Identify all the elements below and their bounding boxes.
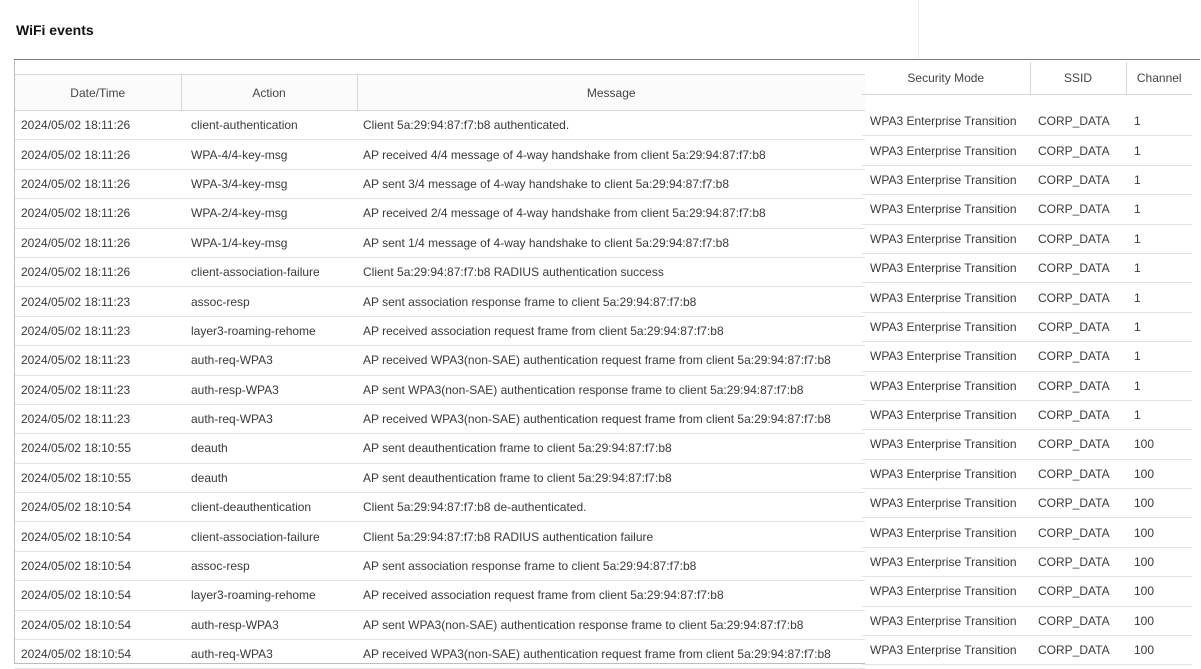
cell-security-mode: WPA3 Enterprise Transition [862,224,1030,253]
cell-action: auth-resp-WPA3 [181,610,357,639]
table-row[interactable] [862,577,1192,606]
column-header-ssid[interactable]: SSID [1030,62,1126,95]
cell-action: assoc-resp [181,551,357,580]
cell-ssid: CORP_DATA [1030,312,1126,341]
table-row[interactable] [15,199,865,228]
cell-message: AP sent deauthentication frame to client 5a:29:94:87:f7:b8 [357,463,865,492]
cell-ssid: CORP_DATA [1030,459,1126,488]
cell-channel: 1 [1126,195,1192,224]
cell-security-mode: WPA3 Enterprise Transition [862,606,1030,635]
cell-security-mode: WPA3 Enterprise Transition [862,107,1030,136]
cell-action: auth-req-WPA3 [181,346,357,375]
cell-message: AP received 2/4 message of 4-way handshake from client 5a:29:94:87:f7:b8 [357,199,865,228]
cell-message: AP sent association response frame to client 5a:29:94:87:f7:b8 [357,551,865,580]
cell-datetime: 2024/05/02 18:11:26 [15,111,181,140]
cell-message: Client 5a:29:94:87:f7:b8 authenticated. [357,111,865,140]
cell-message: AP sent 3/4 message of 4-way handshake to client 5a:29:94:87:f7:b8 [357,169,865,198]
events-panel [14,60,865,664]
events-header-row [15,75,865,111]
table-row[interactable] [862,636,1192,665]
table-row[interactable] [15,375,865,404]
column-header-action[interactable]: Action [181,75,357,111]
cell-security-mode: WPA3 Enterprise Transition [862,195,1030,224]
cell-action: deauth [181,463,357,492]
cell-message: AP received association request frame from client 5a:29:94:87:f7:b8 [357,581,865,610]
cell-action: auth-req-WPA3 [181,640,357,669]
cell-ssid: CORP_DATA [1030,606,1126,635]
cell-channel: 100 [1126,430,1192,459]
table-row[interactable] [15,493,865,522]
cell-ssid: CORP_DATA [1030,400,1126,429]
cell-ssid: CORP_DATA [1030,371,1126,400]
cell-channel: 100 [1126,577,1192,606]
security-header-row [862,62,1192,95]
table-row[interactable] [15,551,865,580]
cell-ssid: CORP_DATA [1030,283,1126,312]
cell-datetime: 2024/05/02 18:10:55 [15,434,181,463]
cell-ssid: CORP_DATA [1030,136,1126,165]
cell-message: Client 5a:29:94:87:f7:b8 de-authenticated. [357,493,865,522]
cell-channel: 1 [1126,400,1192,429]
table-row[interactable] [862,195,1192,224]
cell-datetime: 2024/05/02 18:10:54 [15,493,181,522]
cell-channel: 100 [1126,459,1192,488]
divider [918,0,919,58]
table-row[interactable] [862,253,1192,282]
cell-datetime: 2024/05/02 18:11:23 [15,404,181,433]
cell-security-mode: WPA3 Enterprise Transition [862,165,1030,194]
table-row[interactable] [15,257,865,286]
cell-security-mode: WPA3 Enterprise Transition [862,283,1030,312]
security-table [862,62,1192,665]
table-row[interactable] [862,430,1192,459]
cell-ssid: CORP_DATA [1030,342,1126,371]
cell-security-mode: WPA3 Enterprise Transition [862,430,1030,459]
cell-action: client-association-failure [181,522,357,551]
cell-ssid: CORP_DATA [1030,107,1126,136]
table-row[interactable] [15,169,865,198]
cell-datetime: 2024/05/02 18:10:54 [15,581,181,610]
cell-message: AP received WPA3(non-SAE) authentication request frame from client 5a:29:94:87:f7:b8 [357,640,865,669]
cell-datetime: 2024/05/02 18:11:23 [15,346,181,375]
cell-action: client-deauthentication [181,493,357,522]
table-row[interactable] [15,463,865,492]
cell-security-mode: WPA3 Enterprise Transition [862,518,1030,547]
cell-security-mode: WPA3 Enterprise Transition [862,342,1030,371]
cell-action: assoc-resp [181,287,357,316]
table-row[interactable] [15,640,865,669]
cell-security-mode: WPA3 Enterprise Transition [862,371,1030,400]
cell-message: Client 5a:29:94:87:f7:b8 RADIUS authentication success [357,257,865,286]
cell-action: layer3-roaming-rehome [181,581,357,610]
cell-channel: 1 [1126,107,1192,136]
table-row[interactable] [862,224,1192,253]
cell-security-mode: WPA3 Enterprise Transition [862,400,1030,429]
security-panel [862,62,1192,658]
table-row[interactable] [862,136,1192,165]
table-row[interactable] [862,107,1192,136]
cell-channel: 1 [1126,224,1192,253]
table-row[interactable] [15,228,865,257]
cell-message: AP sent 1/4 message of 4-way handshake to client 5a:29:94:87:f7:b8 [357,228,865,257]
table-row[interactable] [862,283,1192,312]
cell-ssid: CORP_DATA [1030,489,1126,518]
cell-security-mode: WPA3 Enterprise Transition [862,253,1030,282]
cell-action: deauth [181,434,357,463]
events-table [15,74,865,669]
table-row[interactable] [862,400,1192,429]
spacer [862,95,1192,108]
column-header-channel[interactable]: Channel [1126,62,1192,95]
cell-channel: 100 [1126,518,1192,547]
table-row[interactable] [15,140,865,169]
cell-action: client-authentication [181,111,357,140]
table-row[interactable] [862,312,1192,341]
cell-ssid: CORP_DATA [1030,224,1126,253]
cell-channel: 1 [1126,312,1192,341]
cell-message: AP sent WPA3(non-SAE) authentication response frame to client 5a:29:94:87:f7:b8 [357,610,865,639]
cell-security-mode: WPA3 Enterprise Transition [862,459,1030,488]
cell-datetime: 2024/05/02 18:11:23 [15,287,181,316]
cell-security-mode: WPA3 Enterprise Transition [862,489,1030,518]
cell-message: AP sent deauthentication frame to client 5a:29:94:87:f7:b8 [357,434,865,463]
table-row[interactable] [862,459,1192,488]
table-row[interactable] [862,518,1192,547]
cell-message: AP sent association response frame to client 5a:29:94:87:f7:b8 [357,287,865,316]
cell-datetime: 2024/05/02 18:11:26 [15,257,181,286]
cell-security-mode: WPA3 Enterprise Transition [862,636,1030,665]
table-row[interactable] [862,342,1192,371]
cell-datetime: 2024/05/02 18:10:54 [15,522,181,551]
cell-datetime: 2024/05/02 18:11:26 [15,140,181,169]
cell-action: WPA-2/4-key-msg [181,199,357,228]
column-header-datetime[interactable]: Date/Time [15,75,181,111]
cell-channel: 1 [1126,342,1192,371]
cell-datetime: 2024/05/02 18:10:54 [15,640,181,669]
cell-action: auth-req-WPA3 [181,404,357,433]
cell-action: auth-resp-WPA3 [181,375,357,404]
cell-ssid: CORP_DATA [1030,253,1126,282]
table-row[interactable] [15,434,865,463]
cell-datetime: 2024/05/02 18:11:23 [15,316,181,345]
table-row[interactable] [862,547,1192,576]
cell-datetime: 2024/05/02 18:10:54 [15,610,181,639]
cell-message: AP received WPA3(non-SAE) authentication request frame from client 5a:29:94:87:f7:b8 [357,404,865,433]
cell-channel: 1 [1126,136,1192,165]
table-row[interactable] [15,287,865,316]
cell-datetime: 2024/05/02 18:11:26 [15,228,181,257]
cell-action: WPA-4/4-key-msg [181,140,357,169]
cell-datetime: 2024/05/02 18:11:26 [15,169,181,198]
cell-security-mode: WPA3 Enterprise Transition [862,577,1030,606]
table-row[interactable] [15,581,865,610]
cell-action: WPA-1/4-key-msg [181,228,357,257]
table-row[interactable] [15,111,865,140]
cell-ssid: CORP_DATA [1030,165,1126,194]
cell-datetime: 2024/05/02 18:11:26 [15,199,181,228]
cell-channel: 100 [1126,636,1192,665]
cell-channel: 1 [1126,371,1192,400]
cell-channel: 100 [1126,547,1192,576]
table-row[interactable] [15,316,865,345]
cell-security-mode: WPA3 Enterprise Transition [862,136,1030,165]
cell-ssid: CORP_DATA [1030,195,1126,224]
cell-channel: 100 [1126,606,1192,635]
table-row[interactable] [862,606,1192,635]
cell-channel: 1 [1126,253,1192,282]
table-row[interactable] [862,489,1192,518]
cell-security-mode: WPA3 Enterprise Transition [862,547,1030,576]
table-row[interactable] [15,404,865,433]
cell-ssid: CORP_DATA [1030,577,1126,606]
table-row[interactable] [862,371,1192,400]
cell-action: client-association-failure [181,257,357,286]
cell-message: AP received association request frame from client 5a:29:94:87:f7:b8 [357,316,865,345]
cell-message: AP received 4/4 message of 4-way handshake from client 5a:29:94:87:f7:b8 [357,140,865,169]
cell-message: AP sent WPA3(non-SAE) authentication response frame to client 5a:29:94:87:f7:b8 [357,375,865,404]
column-header-message[interactable]: Message [357,75,865,111]
cell-action: WPA-3/4-key-msg [181,169,357,198]
cell-message: Client 5a:29:94:87:f7:b8 RADIUS authentication failure [357,522,865,551]
table-row[interactable] [15,522,865,551]
cell-datetime: 2024/05/02 18:10:54 [15,551,181,580]
cell-ssid: CORP_DATA [1030,547,1126,576]
page-title: WiFi events [16,22,94,38]
cell-ssid: CORP_DATA [1030,430,1126,459]
security-table-body [862,95,1192,665]
column-header-security-mode[interactable]: Security Mode [862,62,1030,95]
cell-channel: 100 [1126,489,1192,518]
cell-message: AP received WPA3(non-SAE) authentication request frame from client 5a:29:94:87:f7:b8 [357,346,865,375]
cell-action: layer3-roaming-rehome [181,316,357,345]
cell-datetime: 2024/05/02 18:11:23 [15,375,181,404]
cell-security-mode: WPA3 Enterprise Transition [862,312,1030,341]
table-row[interactable] [15,610,865,639]
cell-ssid: CORP_DATA [1030,636,1126,665]
events-table-body [15,111,865,669]
table-row[interactable] [862,165,1192,194]
cell-datetime: 2024/05/02 18:10:55 [15,463,181,492]
table-row[interactable] [15,346,865,375]
cell-channel: 1 [1126,283,1192,312]
cell-channel: 1 [1126,165,1192,194]
cell-ssid: CORP_DATA [1030,518,1126,547]
